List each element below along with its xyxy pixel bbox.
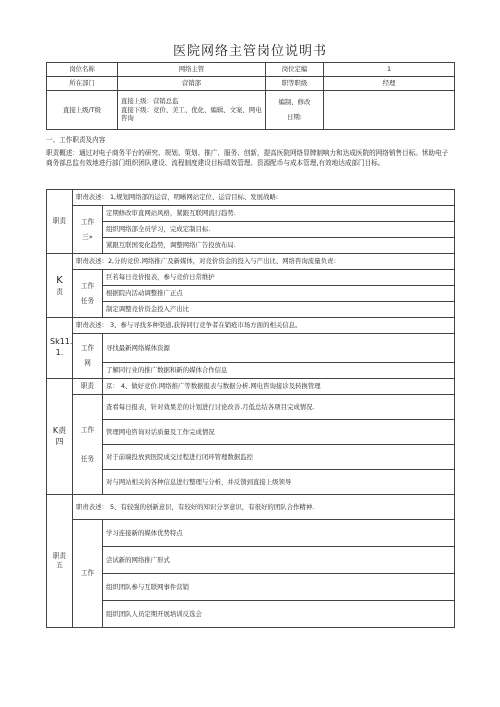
reporting-label: 直接上级/T级 [47, 91, 118, 130]
duty-2-label [47, 254, 73, 318]
info-row-3 [47, 91, 455, 130]
duty-2-label-text-2: 责 [56, 287, 63, 296]
duty-1-item-1: 定期修改审直网站风格，紧跟互联网流行趋势. [103, 206, 455, 222]
info-row-2 [47, 77, 455, 91]
info-table [46, 62, 455, 130]
duty-3-item-2: 了解同行业的推广数据和新的媒体合作信息 [103, 363, 455, 379]
date-text: 日期: [287, 113, 302, 121]
duty-4-item-row [47, 445, 455, 470]
duty-5-item-4: 组织团队人员定期开展培训反选会 [103, 601, 455, 628]
duty-4-item-row [47, 420, 455, 445]
duty-2-desc: 职责表述：2,分的竞价.网络推广及新媒体，对竞价资金的投入与产出比、网络咨询流量负责： [73, 254, 455, 270]
headcount-value: 1 [324, 63, 455, 77]
duty-4-desc: 京： 4、做好竞价.网络推广等数据报表与数据分析.网电咨询接诊及转换管理 [103, 379, 455, 395]
duty-4-label: K责四 [47, 379, 73, 495]
reporting-value [118, 91, 266, 130]
position-name-label: 岗位名称 [47, 63, 118, 77]
duty-2-work-text: 工作 [80, 281, 95, 290]
duty-2-desc-row [47, 254, 455, 270]
duty-5-item-1: 学习连接新的媒体优势特点 [103, 520, 455, 547]
duty-3-item-row [47, 334, 455, 363]
superior-text: 直接上级：营销总监 [121, 97, 179, 106]
department-value: 营销部 [118, 77, 266, 91]
duty-2-item-2: 根据院内活动调整推广正点 [103, 286, 455, 302]
duty-2-item-3: 制定调整竞价资金投入产出比 [103, 302, 455, 318]
duty-1-item-row [47, 222, 455, 238]
duty-5-item-row [47, 520, 455, 547]
duty-4-item-row [47, 470, 455, 495]
edit-text: 编制、修改 [278, 98, 311, 107]
section-heading: 一、工作职责及内容 [46, 136, 106, 144]
edit-date-value [324, 91, 455, 130]
position-name-value: 网络主管 [118, 63, 266, 77]
duty-3-item-1: 寻找最新网络媒体资源 [103, 334, 455, 363]
duty-5-desc: 职责表述： 5、有较强的创新意识，有较好的知识分享意识，有很好的团队合作精神. [73, 495, 455, 520]
duty-5-item-row [47, 547, 455, 574]
duty-3-task-text: 网 [84, 359, 91, 367]
department-label: 所在部门 [47, 77, 118, 91]
duty-2-item-row [47, 286, 455, 302]
duty-2-item-row [47, 270, 455, 286]
duty-1-task-text: 三» [82, 232, 93, 241]
duty-1-desc-row [47, 190, 455, 206]
duty-5-label: 职责五 [47, 495, 73, 628]
subordinate-text: 直接下级：竞价、美工、优化、编辑、文案、网电咨询 [121, 105, 262, 123]
duty-2-item-1: 巨若每日竞价报表，参与竞价日常维护 [103, 270, 455, 286]
duty-3-label [47, 318, 73, 379]
duty-4-work-text: 工作 [80, 425, 95, 434]
headcount-label: 岗位定编 [266, 63, 324, 77]
duty-1-work-text: 工作 [80, 217, 95, 226]
duty-4-task-text: 任务 [80, 454, 95, 463]
duty-1-item-3: 紧跟互联国变化趋势，调整网络广告投放布局. [103, 238, 455, 254]
duty-overview: 职责概述：通过对电子商务平台的研究、规划、策划、推广、服务、创新，提高医院网络显牌制响力和达成医院的网络销售目标。怵助电子商务部总监有效地进行部门组织团队建设、流程制度建设目标绩效管理、资源配币与成本管理,有效地达成部门目标。 [46, 149, 449, 168]
duty-4-item-4: 对与网站相关的各种信息进行整理与分析，并反馈到直接上级领导 [103, 470, 455, 495]
page-title: 医院网络主管岗位说明书 [172, 44, 327, 59]
grade-value: 经理 [324, 77, 455, 91]
duty-5-item-3: 组织团队参与互联网事件营销 [103, 574, 455, 601]
duty-3-work [73, 334, 103, 379]
duty-4-work [73, 395, 103, 495]
duty-2-task-text: 任务 [80, 296, 95, 305]
duty-1-label: 职责 [47, 190, 73, 254]
duty-3-label-text: Sk11. [50, 337, 73, 347]
info-row-1 [47, 63, 455, 77]
duty-4-desc-row [47, 379, 455, 395]
duty-3-work-text: 工作 [80, 344, 95, 353]
duty-2-label-text: K [56, 275, 63, 287]
duty-5-desc-row [47, 495, 455, 520]
duty-5-item-row [47, 601, 455, 628]
duty-3-desc-row [47, 318, 455, 334]
duty-1-item-2: 组织网络部全员学习，完成定制目标. [103, 222, 455, 238]
duty-4-item-row [47, 395, 455, 420]
duty-5-work: 工作 [73, 520, 103, 628]
duty-4-item-2: 管理网电咨询对话质量及工作完成情况 [103, 420, 455, 445]
duty-5-item-row [47, 574, 455, 601]
edit-date-label [266, 91, 324, 130]
grade-label: 职等职级 [266, 77, 324, 91]
duty-2-item-row [47, 302, 455, 318]
duty-3-desc: 职责表述： 3、参与寻找多种渠道,获得同行竞争者在销疮市场方面的相关信息。 [73, 318, 455, 334]
duty-1-desc: 职责表述： 1,规划网络部的运营，明晰网站定位、运营目标、发展战略: [73, 190, 455, 206]
duty-1-item-row [47, 238, 455, 254]
duty-1-work [73, 206, 103, 254]
duty-4-desc-label: 职责 [73, 379, 103, 395]
duty-5-item-2: 尝试新的网络推广形式 [103, 547, 455, 574]
duty-4-item-1: 查看每日报表，针对效果差的计划进行讨论改善.月低总结各项目完成情况. [103, 395, 455, 420]
duty-4-item-3: 对于前端投放到医院成交过程进行闭环管理数据监控 [103, 445, 455, 470]
duty-1-item-row [47, 206, 455, 222]
duty-table [46, 189, 455, 628]
duty-3-label-text-2: 1. [55, 348, 64, 357]
duty-3-item-row [47, 363, 455, 379]
duty-2-work [73, 270, 103, 318]
